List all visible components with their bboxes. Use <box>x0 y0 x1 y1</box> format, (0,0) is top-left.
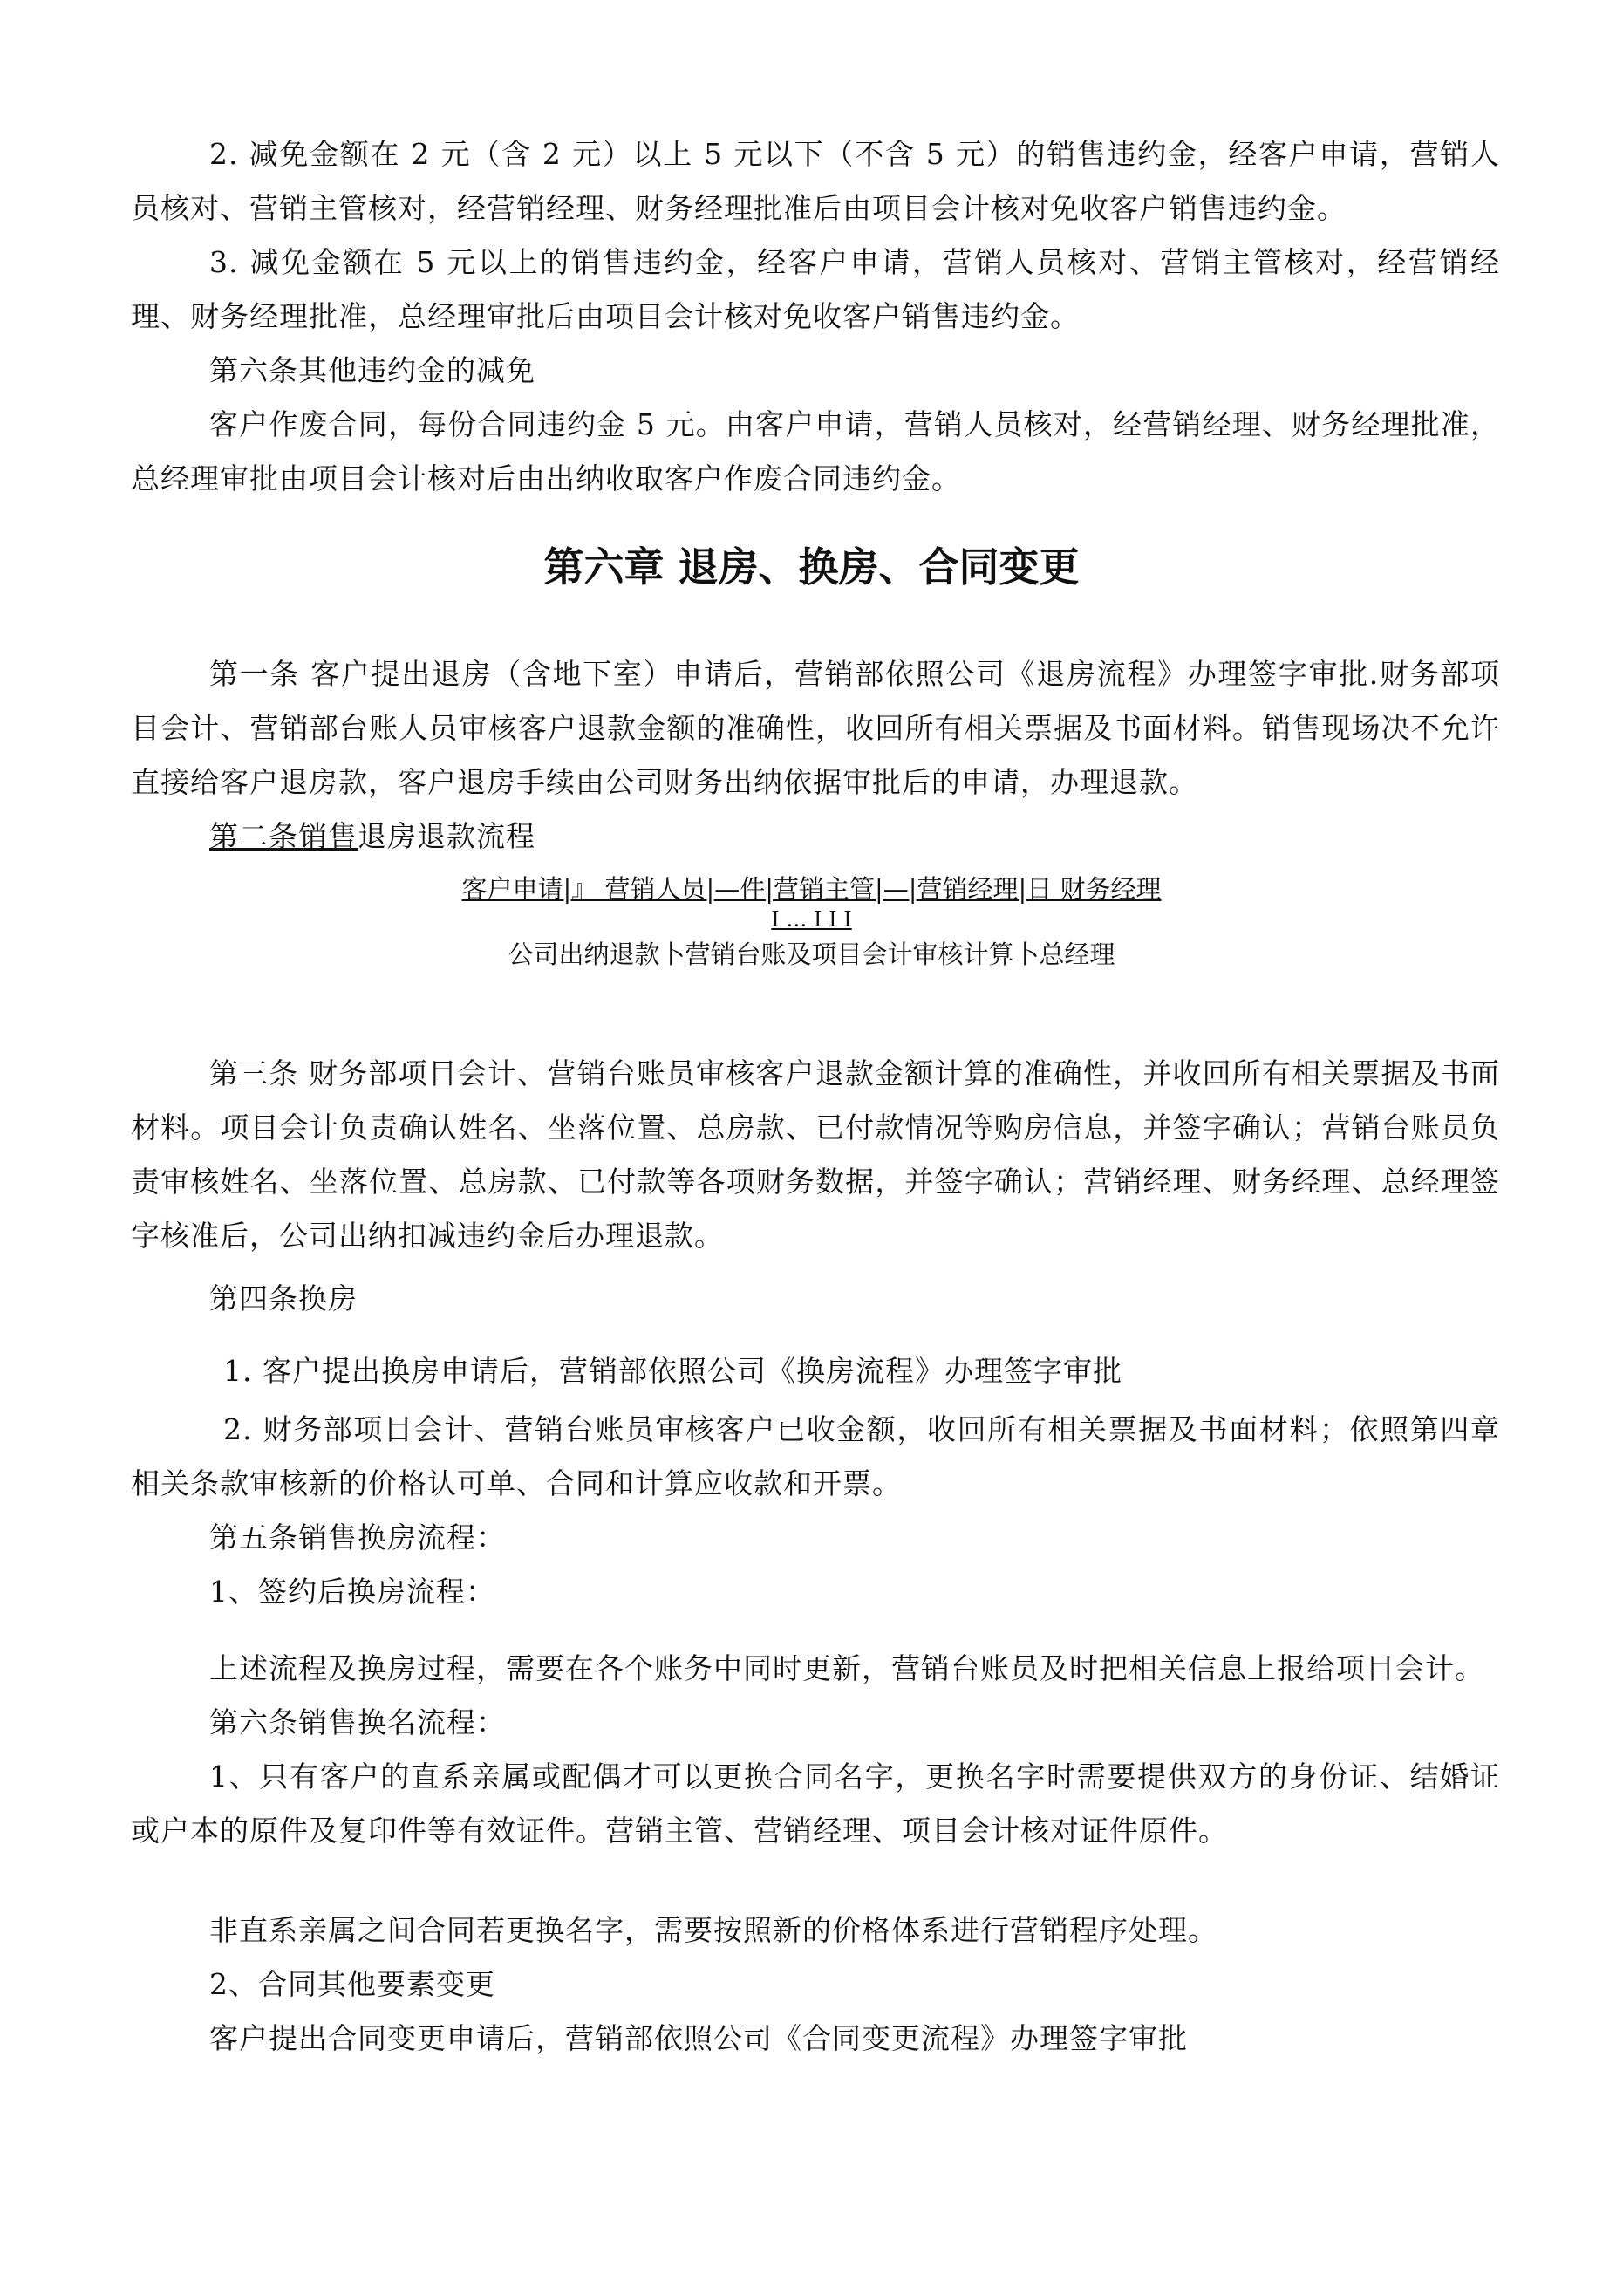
article-5-note: 上述流程及换房过程，需要在各个账务中同时更新，营销台账员及时把相关信息上报给项目会计。 <box>209 1651 1484 1685</box>
article-6-rename-item-2: 2、合同其他要素变更 <box>209 1967 495 2001</box>
article-6-rename-note: 非直系亲属之间合同若更换名字，需要按照新的价格体系进行营销程序处理。 <box>209 1913 1217 1947</box>
article-3-text: 第三条 财务部项目会计、营销台账员审核客户退款金额计算的准确性，并收回所有相关票据及书面材料。项目会计负责确认姓名、坐落位置、总房款、已付款情况等购房信息，并签字确认；营销台账员负责审核姓名、坐落位置、总房款、已付款等各项财务数据，并签字确认；营销经理、财务经理、总经理签字核准后，公司出纳扣减违约金后办理退款。 <box>131 1056 1500 1253</box>
article-4-item-2: 2. 财务部项目会计、营销台账员审核客户已收金额，收回所有相关票据及书面材料；依照第四章相关条款审核新的价格认可单、合同和计算应收款和开票。 <box>131 1412 1500 1500</box>
refund-flow-line-1: 客户申请|』 营销人员|—件|营销主管|—|营销经理|日 财务经理 <box>461 874 1162 904</box>
article-2-underlined-label: 第二条销售 <box>209 819 358 853</box>
article-4-heading: 第四条换房 <box>209 1281 358 1315</box>
article-6-other-penalty-heading: 第六条其他违约金的减免 <box>209 353 535 387</box>
article-6-other-penalty-text: 客户作废合同，每份合同违约金 5 元。由客户申请，营销人员核对，经营销经理、财务经理批准，总经理审批由项目会计核对后由出纳收取客户作废合同违约金。 <box>131 407 1500 495</box>
article-1-text: 第一条 客户提出退房（含地下室）申请后，营销部依照公司《退房流程》办理签字审批.财务部项目会计、营销部台账人员审核客户退款金额的准确性，收回所有相关票据及书面材料。销售现场决不允许直接给客户退房款，客户退房手续由公司财务出纳依据审批后的申请，办理退款。 <box>131 657 1500 799</box>
chapter-title: 第六章 退房、换房、合同变更 <box>543 543 1080 591</box>
article-2-heading <box>131 810 1500 864</box>
refund-flow-line-3: 公司出纳退款卜营销台账及项目会计审核计算卜总经理 <box>508 940 1115 969</box>
refund-flow-line-2: I … I I I <box>771 907 852 932</box>
article-6-rename-heading: 第六条销售换名流程： <box>209 1705 506 1739</box>
paragraph-reduction-2: 2. 减免金额在 2 元（含 2 元）以上 5 元以下（不含 5 元）的销售违约金，经客户申请，营销人员核对、营销主管核对，经营销经理、财务经理批准后由项目会计核对免收客户销售违约金。 <box>131 137 1500 225</box>
paragraph-reduction-3: 3. 减免金额在 5 元以上的销售违约金，经客户申请，营销人员核对、营销主管核对，经营销经理、财务经理批准，总经理审批后由项目会计核对免收客户销售违约金。 <box>131 245 1500 333</box>
article-6-rename-item-2-text: 客户提出合同变更申请后，营销部依照公司《合同变更流程》办理签字审批 <box>209 2021 1188 2055</box>
article-5-item-1: 1、签约后换房流程： <box>209 1575 495 1609</box>
article-5-heading: 第五条销售换房流程： <box>209 1520 506 1555</box>
article-6-rename-item-1: 1、只有客户的直系亲属或配偶才可以更换合同名字，更换名字时需要提供双方的身份证、结婚证或户本的原件及复印件等有效证件。营销主管、营销经理、项目会计核对证件原件。 <box>131 1760 1500 1848</box>
article-2-rest-label: 退房退款流程 <box>358 819 535 853</box>
article-4-item-1: 1. 客户提出换房申请后，营销部依照公司《换房流程》办理签字审批 <box>223 1354 1122 1388</box>
